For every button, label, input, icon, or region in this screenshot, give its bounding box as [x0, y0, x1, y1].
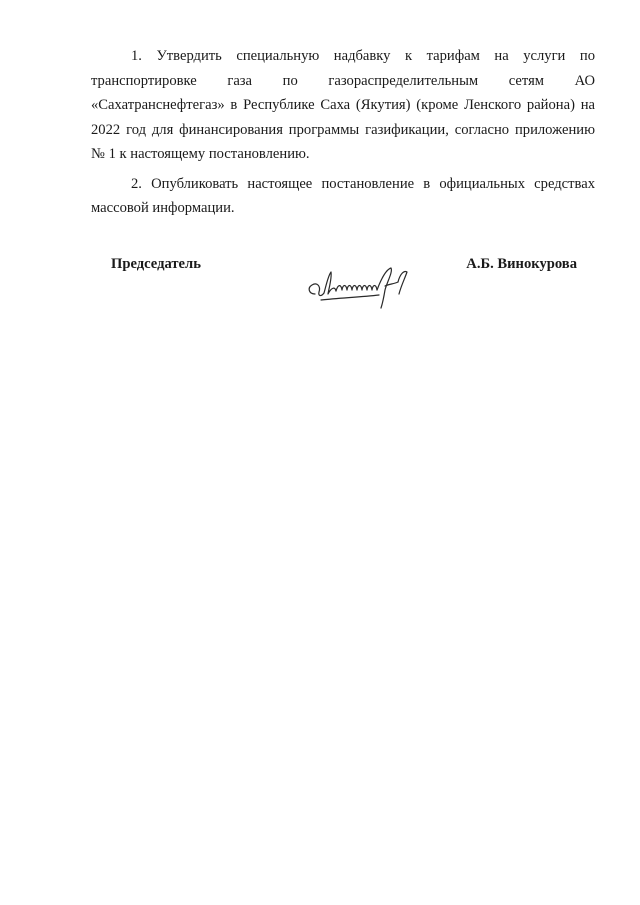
signature-block [91, 256, 595, 316]
signatory-title: Председатель [111, 256, 201, 272]
paragraph-2: 2. Опубликовать настоящее постановление в официальных средствах массовой информации. [91, 175, 595, 216]
signatory-name: А.Б. Винокурова [466, 256, 577, 272]
handwritten-signature [301, 264, 421, 310]
document-body [91, 44, 595, 226]
paragraph-1: 1. Утвердить специальную надбавку к тарифам на услуги по транспортировке газа по газораспределительным сетям АО «Сахатранснефтегаз» в Республике Саха (Якутия) (кроме Ленского района) на 2022 год для финансирования программы газификации, согласно приложению № 1 к настоящему постановлению. [91, 48, 595, 162]
